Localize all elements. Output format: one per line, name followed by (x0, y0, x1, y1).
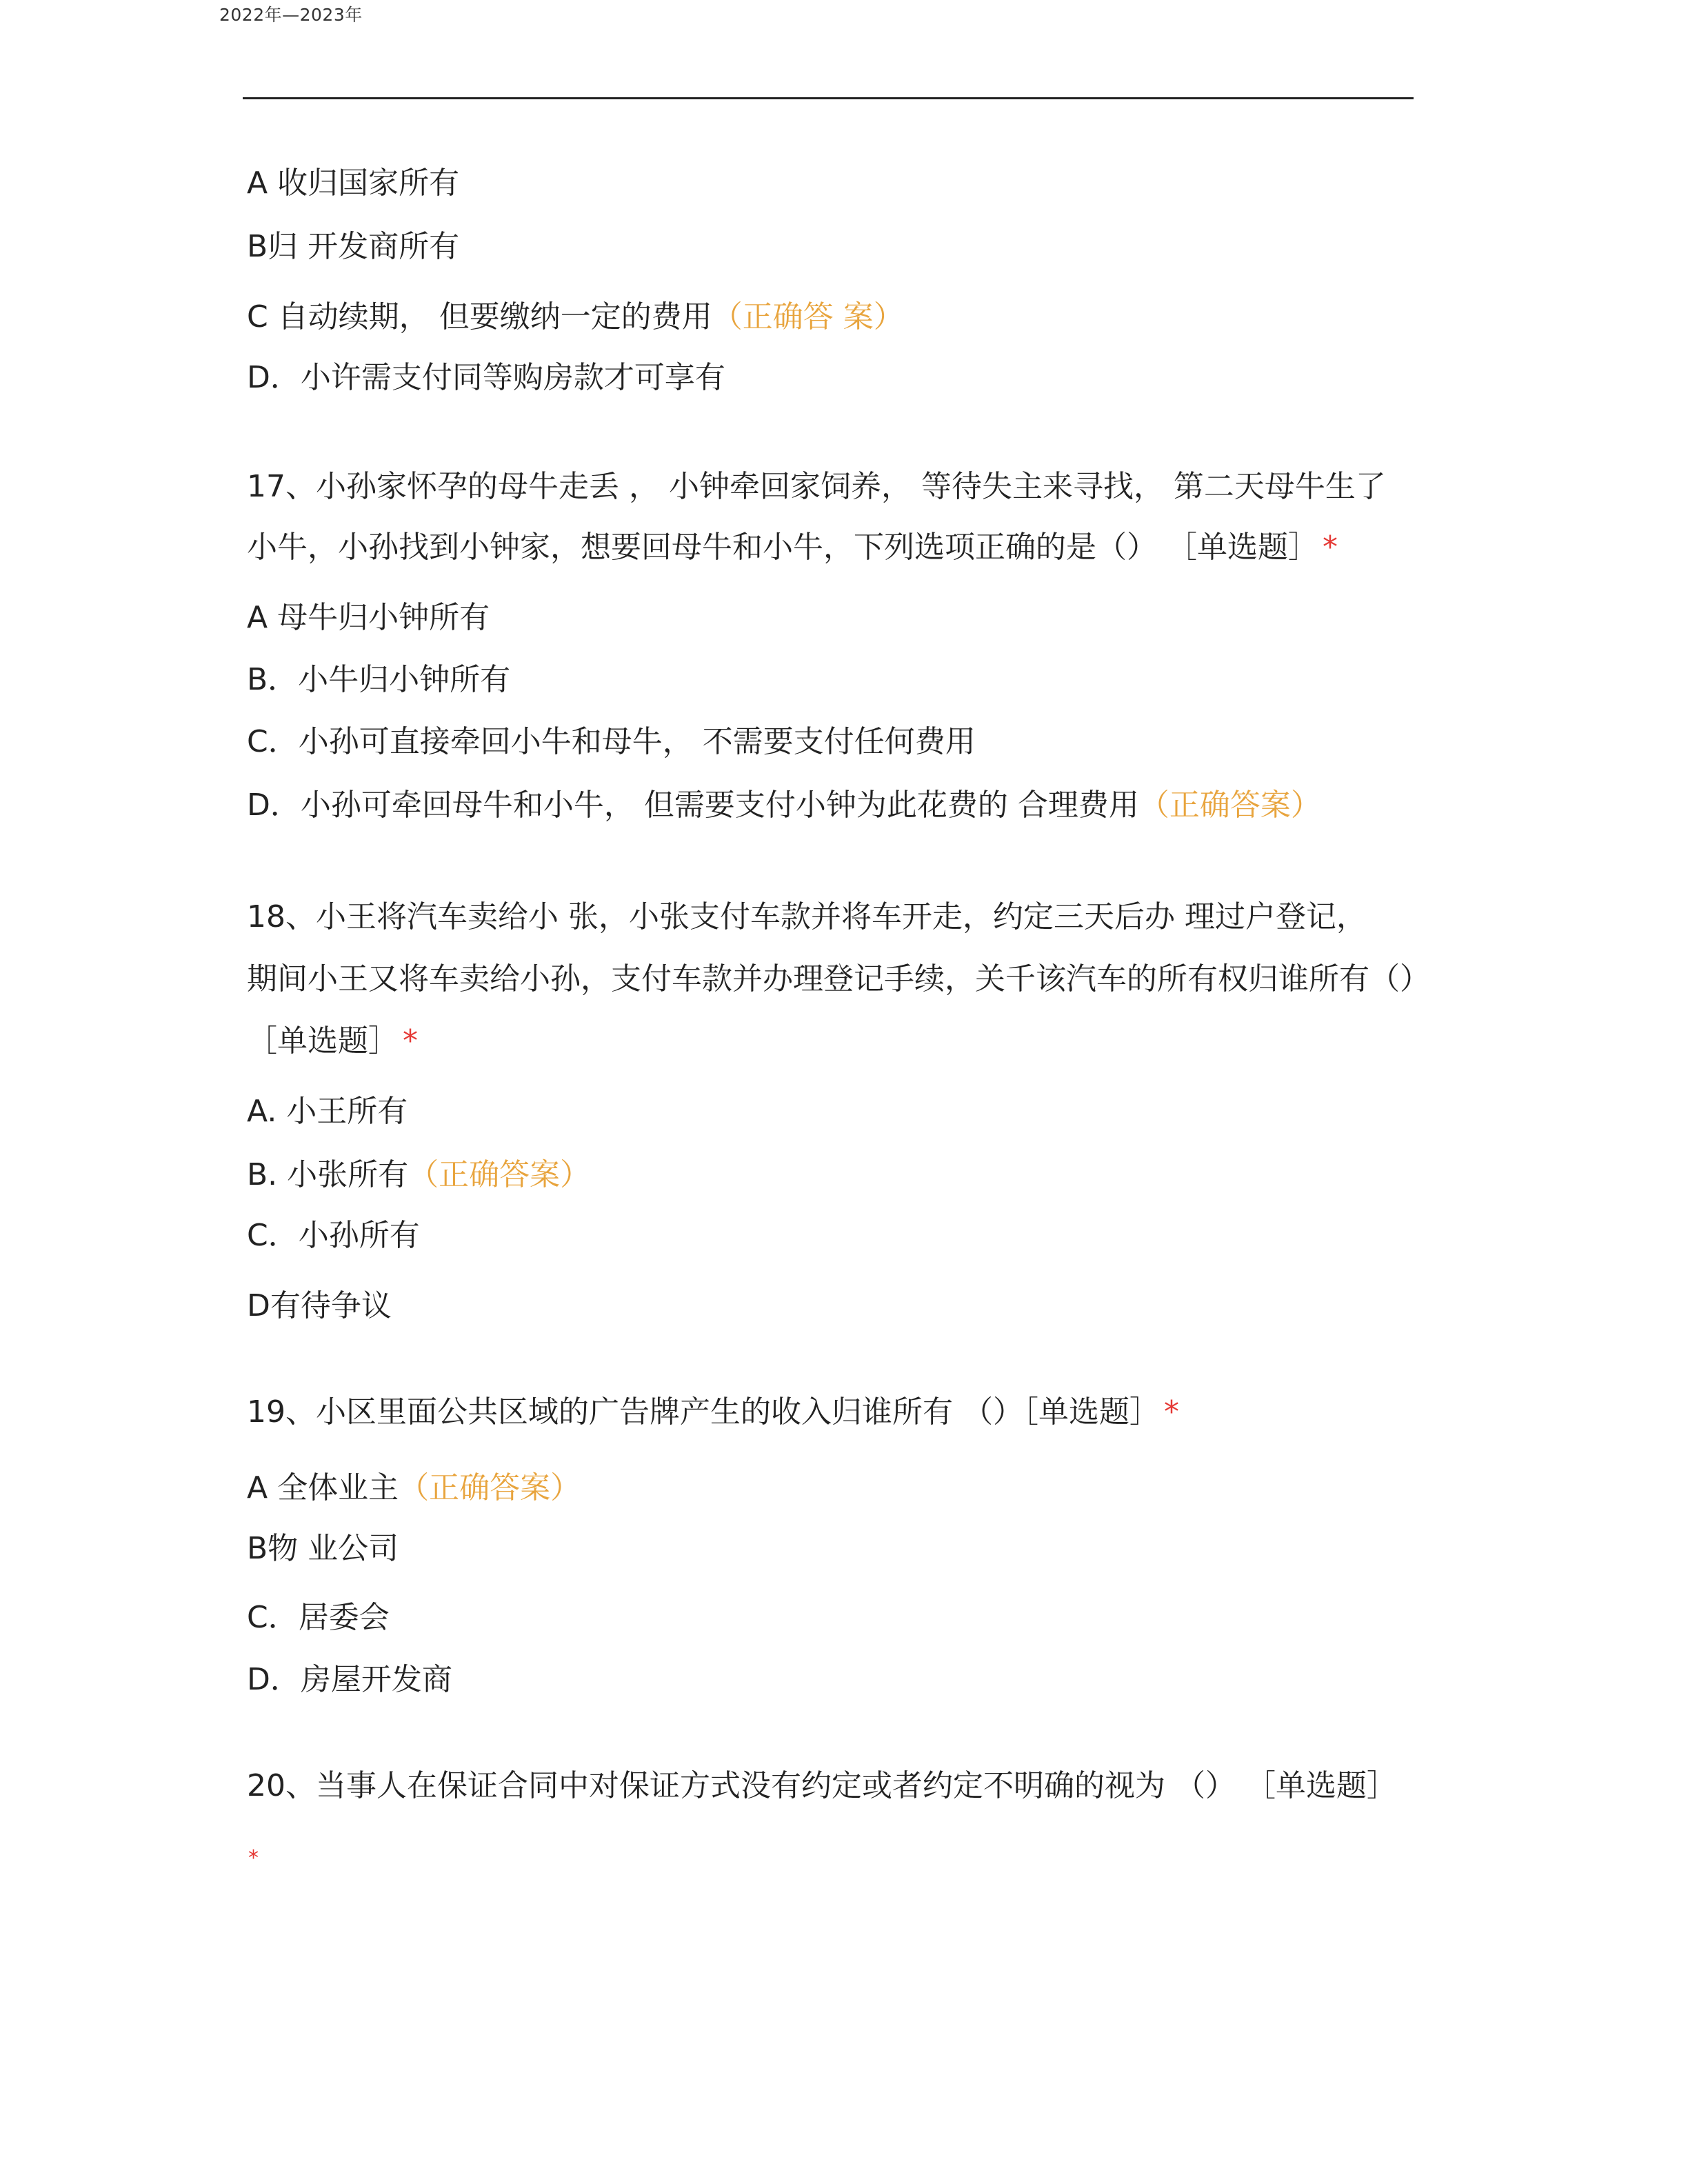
q17-option-c[interactable] (247, 723, 976, 761)
q16-option-d[interactable] (247, 359, 725, 397)
required-star: * (1163, 1394, 1179, 1430)
option-text: C 自动续期， 但要缴纳一定的费用 (247, 299, 712, 334)
option-text: C．小孙可直接牵回小牛和母牛， 不需要支付任何费用 (247, 724, 976, 759)
q17-option-b[interactable] (247, 661, 510, 699)
q16-option-c[interactable] (247, 298, 904, 337)
required-star: * (1322, 530, 1338, 565)
q18-option-d[interactable] (247, 1287, 392, 1325)
q18-stem-line1: 18、小王将汽车卖给小 张，小张支付车款并将车开走，约定三天后办 理过户登记， (247, 899, 1367, 934)
q17-stem-line2 (247, 528, 1338, 567)
option-text: B. 小张所有 (247, 1157, 409, 1192)
correct-answer-mark: （正确答案） (399, 1470, 581, 1505)
q17-option-a[interactable] (247, 599, 490, 637)
option-text: D．小孙可牵回母牛和小牛， 但需要支付小钟为此花费的 合理费用 (247, 788, 1139, 823)
option-text: A 收归国家所有 (247, 166, 460, 201)
q18-option-c[interactable] (247, 1216, 420, 1255)
q19-option-a[interactable] (247, 1469, 581, 1507)
correct-answer-mark: （正确答 案） (712, 299, 904, 334)
option-text: A 母牛归小钟所有 (247, 600, 490, 635)
option-text: C．小孙所有 (247, 1218, 420, 1253)
option-text: D．小许需支付同等购房款才可享有 (247, 360, 725, 395)
q18-stem-line3 (247, 1022, 418, 1061)
option-text: A. 小王所有 (247, 1094, 408, 1129)
option-text: B归 开发商所有 (247, 229, 460, 264)
q19-option-c[interactable] (247, 1599, 390, 1637)
option-text: D有待争议 (247, 1288, 392, 1323)
q20-stem-line1: 20、当事人在保证合同中对保证方式没有约定或者约定不明确的视为 （） ［单选题］ (247, 1768, 1397, 1803)
stem-text: 19、小区里面公共区域的广告牌产生的收入归谁所有 （）［单选题］ (247, 1394, 1160, 1430)
required-star: * (403, 1023, 418, 1059)
q19-stem-line1 (247, 1393, 1179, 1432)
q19-option-d[interactable] (247, 1661, 452, 1699)
option-text: D．房屋开发商 (247, 1662, 452, 1697)
header-divider (243, 97, 1414, 99)
option-text: C．居委会 (247, 1600, 390, 1635)
q17-option-d[interactable] (247, 786, 1321, 825)
q18-stem-line2: 期间小王又将车卖给小孙，支付车款并办理登记手续，关千该汽车的所有权归谁所有（） (247, 961, 1430, 996)
page-header: 2022年—2023年 (219, 5, 363, 25)
correct-answer-mark: （正确答案） (1138, 788, 1321, 823)
option-text: A 全体业主 (247, 1470, 399, 1505)
correct-answer-mark: （正确答案） (408, 1157, 591, 1192)
q17-stem-line1: 17、小孙家怀孕的母牛走丢 ， 小钟牵回家饲养， 等待失主来寻找， 第二天母牛生了 (247, 469, 1386, 504)
option-text: B物 业公司 (247, 1531, 399, 1566)
q16-option-a[interactable] (247, 164, 459, 203)
q16-option-b[interactable] (247, 228, 459, 266)
option-text: B．小牛归小钟所有 (247, 662, 511, 697)
stem-text: ［单选题］ (247, 1023, 399, 1059)
q18-option-a[interactable] (247, 1092, 408, 1131)
required-star: * (248, 1846, 259, 1870)
stem-text: 小牛，小孙找到小钟家，想要回母牛和小牛，下列选项正确的是（） ［单选题］ (247, 530, 1318, 565)
q19-option-b[interactable] (247, 1530, 399, 1568)
q18-option-b[interactable] (247, 1156, 590, 1194)
